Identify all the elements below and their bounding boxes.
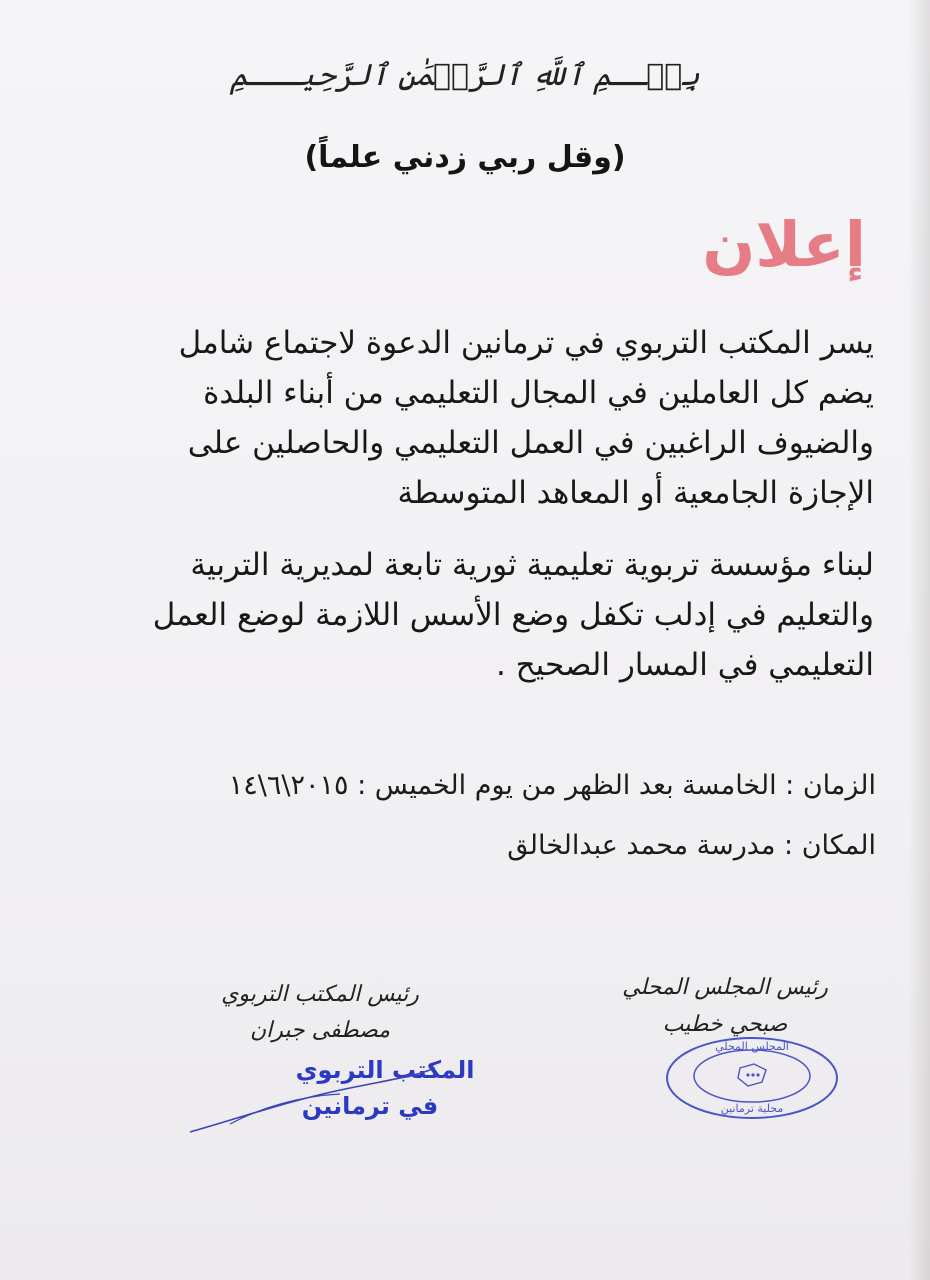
paragraph-line: والتعليم في إدلب تكفل وضع الأسس اللازمة لوضع العمل <box>152 597 874 633</box>
seal-top-text: المجلس المحلي <box>715 1040 789 1053</box>
map-star-icon <box>756 1073 759 1076</box>
paragraph-invitation <box>134 318 874 518</box>
meeting-time: الزمان : الخامسة بعد الظهر من يوم الخميس : ٢٠١٥\٦\١٤ <box>228 770 876 801</box>
education-office-head-name: مصطفى جبران <box>249 1018 390 1043</box>
stamp-line-2: في ترمانين <box>301 1092 439 1120</box>
basmala-heading: بِسۡــمِ ٱللَّهِ ٱلرَّحۡمَٰنِ ٱلرَّحِيـــمِ <box>230 58 700 93</box>
stamp-line-1: المكتب التربوي <box>295 1056 475 1084</box>
seal-bottom-text: محلية ترمانين <box>720 1102 784 1115</box>
page-edge-shadow <box>908 0 930 1280</box>
local-council-head-title: رئيس المجلس المحلي <box>622 975 828 1000</box>
paragraph-line: لبناء مؤسسة تربوية تعليمية ثورية تابعة لمديرية التربية <box>190 547 874 583</box>
local-council-head-name: صبحي خطيب <box>662 1012 788 1037</box>
announcement-title: إعلان <box>702 208 866 281</box>
paragraph-purpose <box>134 540 874 690</box>
map-star-icon <box>746 1073 749 1076</box>
paragraph-line: التعليمي في المسار الصحيح . <box>495 647 874 683</box>
education-office-head-title: رئيس المكتب التربوي <box>221 982 419 1007</box>
map-star-icon <box>751 1073 754 1076</box>
paragraph-line: الإجازة الجامعية أو المعاهد المتوسطة <box>397 475 874 511</box>
meeting-place: المكان : مدرسة محمد عبدالخالق <box>507 830 876 861</box>
paragraph-line: يسر المكتب التربوي في ترمانين الدعوة لاجتماع شامل <box>178 325 874 361</box>
paragraph-line: يضم كل العاملين في المجال التعليمي من أبناء البلدة <box>203 375 874 411</box>
education-office-stamp <box>200 1048 475 1138</box>
verse-subheading: (وقل ربي زدني علماً) <box>304 140 626 175</box>
paragraph-line: والضيوف الراغبين في العمل التعليمي والحاصلين على <box>187 425 874 461</box>
local-council-seal <box>662 1030 842 1122</box>
